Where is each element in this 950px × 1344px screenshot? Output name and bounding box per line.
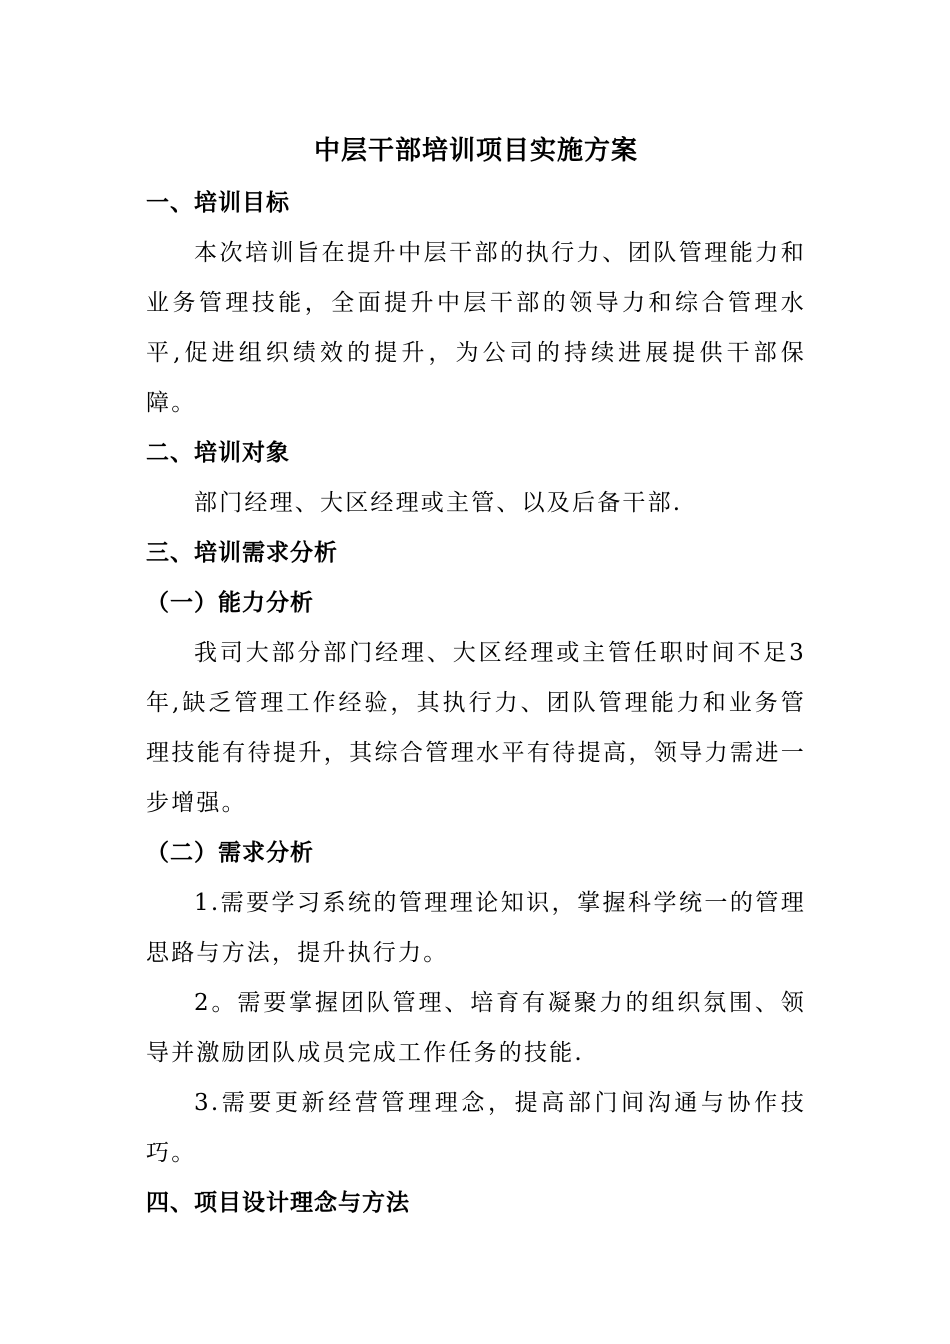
- paragraph-demand-3: 3.需要更新经营管理理念，提高部门间沟通与协作技巧。: [146, 1090, 806, 1166]
- paragraph-audience: 部门经理、大区经理或主管、以及后备干部.: [194, 490, 683, 516]
- subheading-demand-analysis: （二）需求分析: [146, 839, 314, 866]
- document-title: 中层干部培训项目实施方案: [313, 136, 638, 166]
- paragraph-demand-1: 1.需要学习系统的管理理论知识，掌握科学统一的管理思路与方法，提升执行力。: [146, 890, 806, 966]
- section-heading-needs-analysis: 三、培训需求分析: [146, 539, 338, 566]
- document-page: [146, 128, 806, 1228]
- subheading-ability-analysis: （一）能力分析: [146, 589, 314, 616]
- section-heading-design-method: 四、项目设计理念与方法: [146, 1189, 410, 1216]
- section-heading-audience: 二、培训对象: [146, 439, 290, 466]
- paragraph-demand-2: 2。需要掌握团队管理、培育有凝聚力的组织氛围、领导并激励团队成员完成工作任务的技能.: [146, 990, 806, 1066]
- section-heading-goals: 一、培训目标: [146, 189, 290, 216]
- paragraph-ability-analysis: 我司大部分部门经理、大区经理或主管任职时间不足3年,缺乏管理工作经验，其执行力、团队管理能力和业务管理技能有待提升，其综合管理水平有待提高，领导力需进一步增强。: [146, 640, 806, 816]
- paragraph-goals: 本次培训旨在提升中层干部的执行力、团队管理能力和业务管理技能，全面提升中层干部的领导力和综合管理水平,促进组织绩效的提升，为公司的持续进展提供干部保障。: [146, 240, 806, 416]
